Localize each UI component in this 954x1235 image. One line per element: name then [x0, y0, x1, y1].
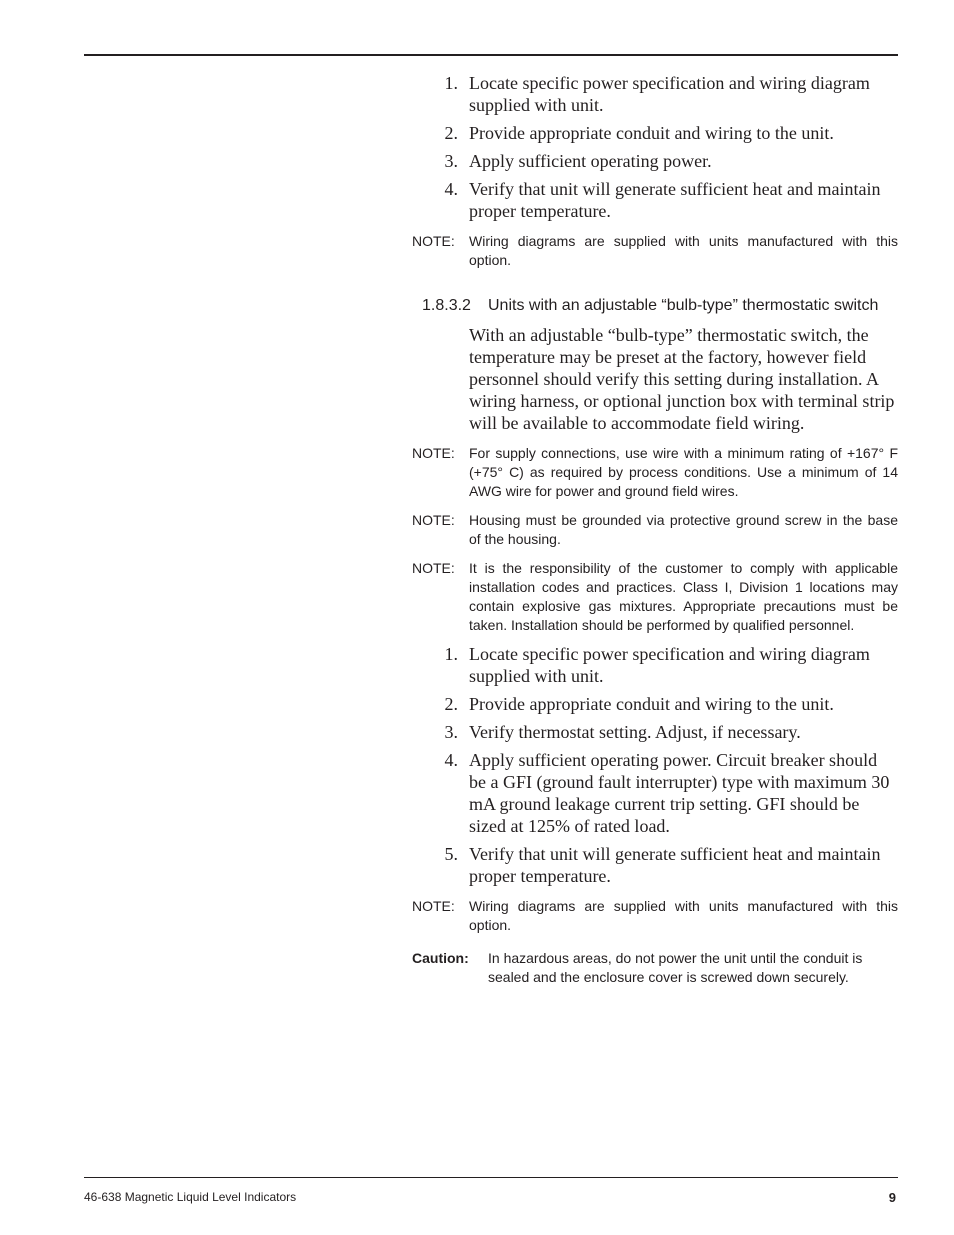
list-item-text: Verify that unit will generate sufficient heat and maintain proper temperature.	[469, 179, 881, 221]
list-item	[412, 721, 898, 743]
list-item	[412, 843, 898, 887]
footer-rule	[84, 1177, 898, 1178]
list-item	[412, 122, 898, 144]
note-text: For supply connections, use wire with a minimum rating of +167° F (+75° C) as required by process conditions. Use a minimum of 14 AWG wire for power and ground field wires.	[469, 445, 898, 499]
note-wiring-diagrams	[412, 232, 898, 270]
note-label: NOTE:	[412, 445, 455, 461]
section-heading	[412, 296, 898, 315]
main-column	[412, 72, 898, 987]
caution-hazardous-areas	[412, 949, 898, 987]
footer-document-title: 46-638 Magnetic Liquid Level Indicators	[84, 1190, 297, 1204]
caution-text: In hazardous areas, do not power the unit until the conduit is sealed and the enclosure cover is screwed down securely.	[488, 950, 863, 985]
list-item-number: 4.	[444, 750, 458, 770]
list-item-number: 1.	[444, 73, 458, 93]
note-label: NOTE:	[412, 233, 455, 249]
list-item-text: Provide appropriate conduit and wiring to the unit.	[469, 123, 834, 143]
header-rule	[84, 54, 898, 56]
note-text: Wiring diagrams are supplied with units manufactured with this option.	[469, 233, 898, 268]
list-item	[412, 72, 898, 116]
note-housing-ground	[412, 511, 898, 549]
note-label: NOTE:	[412, 898, 455, 914]
note-supply-connections	[412, 444, 898, 501]
list-item	[412, 150, 898, 172]
note-label: NOTE:	[412, 560, 455, 576]
list-item-text: Provide appropriate conduit and wiring to the unit.	[469, 694, 834, 714]
list-item-number: 5.	[444, 844, 458, 864]
list-item-number: 3.	[444, 722, 458, 742]
list-item-number: 2.	[444, 123, 458, 143]
list-item-text: Verify that unit will generate sufficient heat and maintain proper temperature.	[469, 844, 881, 886]
note-text: Housing must be grounded via protective ground screw in the base of the housing.	[469, 512, 898, 547]
note-text: It is the responsibility of the customer to comply with applicable installation codes and practices. Class I, Division 1 locations may contain explosive gas mixtures. Appropriate precautions must be taken. Installation should be performed by qualified personnel.	[469, 560, 898, 633]
section-paragraph: With an adjustable “bulb-type” thermostatic switch, the temperature may be preset at the factory, however field personnel should verify this setting during installation. A wiring harness, or optional junction box with terminal strip will be available to accommodate field wiring.	[469, 325, 895, 433]
section-number: 1.8.3.2	[422, 297, 471, 314]
section-title: Units with an adjustable “bulb-type” thermostatic switch	[488, 297, 879, 314]
steps-list-2	[412, 643, 898, 887]
page-number: 9	[888, 1190, 896, 1205]
list-item-text: Locate specific power specification and wiring diagram supplied with unit.	[469, 644, 870, 686]
caution-label: Caution:	[412, 950, 469, 966]
note-responsibility	[412, 559, 898, 635]
list-item-text: Apply sufficient operating power.	[469, 151, 712, 171]
note-wiring-diagrams-2	[412, 897, 898, 935]
list-item-text: Verify thermostat setting. Adjust, if necessary.	[469, 722, 801, 742]
list-item-number: 1.	[444, 644, 458, 664]
list-item-number: 3.	[444, 151, 458, 171]
list-item	[412, 643, 898, 687]
list-item-text: Locate specific power specification and wiring diagram supplied with unit.	[469, 73, 870, 115]
list-item-number: 4.	[444, 179, 458, 199]
note-label: NOTE:	[412, 512, 455, 528]
note-text: Wiring diagrams are supplied with units manufactured with this option.	[469, 898, 898, 933]
steps-list-1	[412, 72, 898, 222]
list-item	[412, 693, 898, 715]
list-item	[412, 749, 898, 837]
list-item-text: Apply sufficient operating power. Circuit breaker should be a GFI (ground fault interrupter) type with maximum 30 mA ground leakage current trip setting. GFI should be sized at 125% of rated load.	[469, 750, 890, 836]
list-item	[412, 178, 898, 222]
list-item-number: 2.	[444, 694, 458, 714]
